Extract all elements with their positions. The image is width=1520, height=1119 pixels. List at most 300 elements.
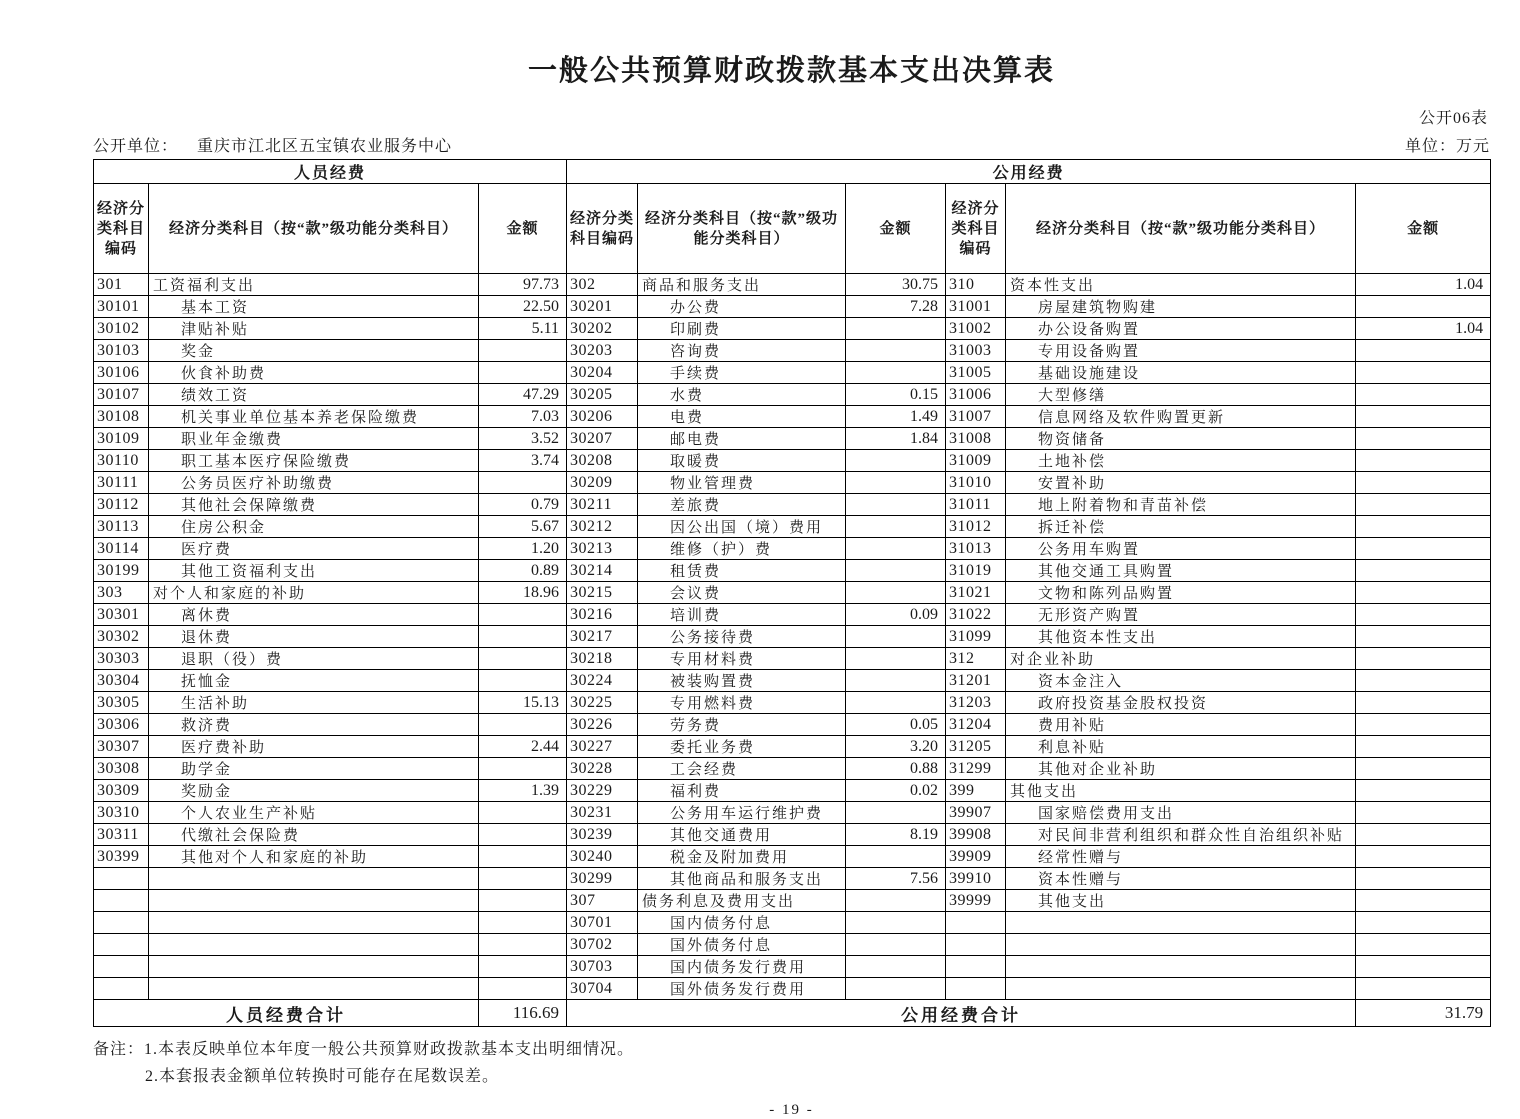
amount-cell: [479, 846, 567, 868]
subject-cell: [1006, 956, 1356, 978]
amount-cell: [846, 494, 946, 516]
code-cell: 30307: [94, 736, 149, 758]
code-cell: 30102: [94, 318, 149, 340]
table-row: [94, 692, 1491, 714]
amount-cell: 0.02: [846, 780, 946, 802]
amount-cell: 97.73: [479, 274, 567, 296]
personnel-total-label: 人员经费合计: [94, 1000, 479, 1027]
code-cell: 31011: [946, 494, 1006, 516]
subject-cell: 国外债务发行费用: [638, 978, 846, 1000]
code-cell: 31013: [946, 538, 1006, 560]
table-number: 公开06表: [1418, 110, 1488, 127]
amount-cell: [846, 472, 946, 494]
code-cell: 310: [946, 274, 1006, 296]
note-text: 2.本套报表金额单位转换时可能存在尾数误差。: [145, 1068, 500, 1085]
meta-row: [93, 133, 1490, 159]
subject-cell: 住房公积金: [149, 516, 479, 538]
subject-cell: 电费: [638, 406, 846, 428]
subject-cell: 邮电费: [638, 428, 846, 450]
subject-cell: 维修（护）费: [638, 538, 846, 560]
subject-cell: [149, 890, 479, 912]
code-cell: 30702: [567, 934, 638, 956]
table-row: [94, 604, 1491, 626]
subject-cell: 公务员医疗补助缴费: [149, 472, 479, 494]
subject-cell: 退职（役）费: [149, 648, 479, 670]
subject-cell: 抚恤金: [149, 670, 479, 692]
amount-cell: [846, 340, 946, 362]
code-cell: 31007: [946, 406, 1006, 428]
subject-cell: 国内债务付息: [638, 912, 846, 934]
code-cell: 30112: [94, 494, 149, 516]
amount-cell: 1.49: [846, 406, 946, 428]
code-cell: 30240: [567, 846, 638, 868]
amount-cell: [1356, 626, 1491, 648]
amount-cell: 1.04: [1356, 274, 1491, 296]
code-cell: 30301: [94, 604, 149, 626]
subject-cell: 救济费: [149, 714, 479, 736]
code-cell: 31003: [946, 340, 1006, 362]
code-cell: 30204: [567, 362, 638, 384]
notes: [93, 1036, 1490, 1090]
code-cell: 30209: [567, 472, 638, 494]
subject-cell: 国内债务发行费用: [638, 956, 846, 978]
code-cell: 31204: [946, 714, 1006, 736]
code-cell: 30213: [567, 538, 638, 560]
code-cell: 30201: [567, 296, 638, 318]
note-line: [93, 1036, 1490, 1063]
subject-cell: 医疗费补助: [149, 736, 479, 758]
subject-cell: [149, 912, 479, 934]
amount-cell: [1356, 912, 1491, 934]
subject-cell: 会议费: [638, 582, 846, 604]
code-cell: [946, 912, 1006, 934]
amount-cell: [1356, 758, 1491, 780]
amount-cell: [1356, 956, 1491, 978]
expenditure-table: [93, 159, 1491, 1027]
amount-cell: [479, 714, 567, 736]
amount-cell: [1356, 340, 1491, 362]
amount-cell: [1356, 978, 1491, 1000]
table-row: [94, 274, 1491, 296]
subject-cell: 其他工资福利支出: [149, 560, 479, 582]
subject-cell: 劳务费: [638, 714, 846, 736]
amount-cell: [1356, 868, 1491, 890]
amount-cell: [479, 824, 567, 846]
publishing-unit-label: 公开单位：: [93, 138, 179, 155]
amount-cell: [1356, 516, 1491, 538]
subject-cell: 公务接待费: [638, 626, 846, 648]
code-cell: 307: [567, 890, 638, 912]
table-row: [94, 758, 1491, 780]
amount-cell: [1356, 824, 1491, 846]
subject-cell: 资本金注入: [1006, 670, 1356, 692]
table-row: [94, 714, 1491, 736]
table-row: [94, 824, 1491, 846]
code-cell: 30310: [94, 802, 149, 824]
table-row: [94, 582, 1491, 604]
code-cell: [94, 934, 149, 956]
code-cell: 30110: [94, 450, 149, 472]
subject-cell: 公务用车运行维护费: [638, 802, 846, 824]
subject-cell: 基本工资: [149, 296, 479, 318]
subject-cell: 代缴社会保险费: [149, 824, 479, 846]
code-cell: 30214: [567, 560, 638, 582]
code-cell: 30231: [567, 802, 638, 824]
code-cell: [94, 956, 149, 978]
code-cell: 31008: [946, 428, 1006, 450]
subject-cell: 奖励金: [149, 780, 479, 802]
code-cell: 30703: [567, 956, 638, 978]
amount-cell: [846, 890, 946, 912]
column-header-row: [94, 184, 1491, 274]
amount-cell: [846, 802, 946, 824]
code-cell: 30108: [94, 406, 149, 428]
code-cell: 30106: [94, 362, 149, 384]
code-cell: 30206: [567, 406, 638, 428]
subject-cell: [1006, 978, 1356, 1000]
subject-cell: 其他交通工具购置: [1006, 560, 1356, 582]
amount-cell: 15.13: [479, 692, 567, 714]
table-row: [94, 626, 1491, 648]
subject-cell: 个人农业生产补贴: [149, 802, 479, 824]
code-cell: 30114: [94, 538, 149, 560]
subject-cell: 生活补助: [149, 692, 479, 714]
code-cell: 39910: [946, 868, 1006, 890]
subject-cell: 无形资产购置: [1006, 604, 1356, 626]
table-row: [94, 890, 1491, 912]
subject-cell: 其他对企业补助: [1006, 758, 1356, 780]
code-cell: [946, 934, 1006, 956]
amount-cell: 30.75: [846, 274, 946, 296]
amount-cell: [479, 362, 567, 384]
code-cell: 30202: [567, 318, 638, 340]
amount-cell: [846, 670, 946, 692]
subject-cell: 其他交通费用: [638, 824, 846, 846]
subject-cell: 印刷费: [638, 318, 846, 340]
subject-cell: 取暖费: [638, 450, 846, 472]
amount-cell: 3.20: [846, 736, 946, 758]
code-cell: 31005: [946, 362, 1006, 384]
amount-cell: [1356, 648, 1491, 670]
amount-cell: 18.96: [479, 582, 567, 604]
amount-cell: 3.52: [479, 428, 567, 450]
table-row: [94, 296, 1491, 318]
code-cell: 30199: [94, 560, 149, 582]
table-header: [94, 160, 1491, 274]
subject-cell: 安置补助: [1006, 472, 1356, 494]
code-cell: 30113: [94, 516, 149, 538]
amount-cell: [1356, 450, 1491, 472]
amount-cell: [1356, 670, 1491, 692]
amount-cell: [1356, 692, 1491, 714]
amount-cell: 0.89: [479, 560, 567, 582]
subject-cell: 政府投资基金股权投资: [1006, 692, 1356, 714]
code-cell: 31299: [946, 758, 1006, 780]
code-cell: 31203: [946, 692, 1006, 714]
unit-of-measure: 单位：万元: [1404, 138, 1490, 155]
subject-cell: 债务利息及费用支出: [638, 890, 846, 912]
subject-cell: 其他支出: [1006, 890, 1356, 912]
amount-cell: [479, 956, 567, 978]
amount-cell: 47.29: [479, 384, 567, 406]
subject-cell: 因公出国（境）费用: [638, 516, 846, 538]
code-cell: 30305: [94, 692, 149, 714]
amount-cell: 5.11: [479, 318, 567, 340]
code-cell: 30111: [94, 472, 149, 494]
subject-cell: 基础设施建设: [1006, 362, 1356, 384]
amount-cell: 0.05: [846, 714, 946, 736]
subject-cell: 其他商品和服务支出: [638, 868, 846, 890]
amount-cell: [846, 362, 946, 384]
table-row: [94, 670, 1491, 692]
code-cell: 30207: [567, 428, 638, 450]
amount-cell: [1356, 296, 1491, 318]
table-row: [94, 978, 1491, 1000]
code-cell: [946, 978, 1006, 1000]
subject-cell: 税金及附加费用: [638, 846, 846, 868]
table-row: [94, 560, 1491, 582]
code-cell: 30704: [567, 978, 638, 1000]
code-cell: 30228: [567, 758, 638, 780]
amount-cell: 22.50: [479, 296, 567, 318]
subject-cell: 工会经费: [638, 758, 846, 780]
amount-cell: [846, 582, 946, 604]
amount-cell: [479, 648, 567, 670]
col-header-subject: 经济分类科目（按“款”级功能分类科目）: [149, 184, 479, 274]
subject-cell: [149, 956, 479, 978]
code-cell: 39908: [946, 824, 1006, 846]
subject-cell: 资本性支出: [1006, 274, 1356, 296]
code-cell: 31019: [946, 560, 1006, 582]
code-cell: 39909: [946, 846, 1006, 868]
code-cell: [94, 868, 149, 890]
table-footer: [94, 1000, 1491, 1027]
amount-cell: 3.74: [479, 450, 567, 472]
subject-cell: 职业年金缴费: [149, 428, 479, 450]
code-cell: 39999: [946, 890, 1006, 912]
code-cell: 31010: [946, 472, 1006, 494]
subject-cell: 对企业补助: [1006, 648, 1356, 670]
subject-cell: 离休费: [149, 604, 479, 626]
code-cell: 30306: [94, 714, 149, 736]
amount-cell: [846, 978, 946, 1000]
subject-cell: 津贴补贴: [149, 318, 479, 340]
subject-cell: 公务用车购置: [1006, 538, 1356, 560]
public-total-label: 公用经费合计: [567, 1000, 1356, 1027]
amount-cell: [1356, 582, 1491, 604]
subject-cell: 商品和服务支出: [638, 274, 846, 296]
table-row: [94, 956, 1491, 978]
amount-cell: [479, 978, 567, 1000]
amount-cell: [479, 912, 567, 934]
amount-cell: [1356, 714, 1491, 736]
page-number: - 19 -: [769, 1102, 814, 1118]
code-cell: 30399: [94, 846, 149, 868]
table-row: [94, 648, 1491, 670]
table-row: [94, 538, 1491, 560]
subject-cell: 物业管理费: [638, 472, 846, 494]
table-row: [94, 340, 1491, 362]
code-cell: 30205: [567, 384, 638, 406]
code-cell: 30701: [567, 912, 638, 934]
code-cell: 30309: [94, 780, 149, 802]
subject-cell: 对民间非营利组织和群众性自治组织补贴: [1006, 824, 1356, 846]
code-cell: 30212: [567, 516, 638, 538]
col-header-code: 经济分类科目编码: [567, 184, 638, 274]
code-cell: 30216: [567, 604, 638, 626]
code-cell: 30229: [567, 780, 638, 802]
code-cell: 30302: [94, 626, 149, 648]
subject-cell: 其他支出: [1006, 780, 1356, 802]
amount-cell: [846, 956, 946, 978]
code-cell: 399: [946, 780, 1006, 802]
table-row: [94, 736, 1491, 758]
amount-cell: 7.28: [846, 296, 946, 318]
code-cell: 30203: [567, 340, 638, 362]
code-cell: 31021: [946, 582, 1006, 604]
amount-cell: 2.44: [479, 736, 567, 758]
amount-cell: [846, 450, 946, 472]
subject-cell: 福利费: [638, 780, 846, 802]
subject-cell: 专用设备购置: [1006, 340, 1356, 362]
subject-cell: [149, 868, 479, 890]
subject-cell: 职工基本医疗保险缴费: [149, 450, 479, 472]
subject-cell: 土地补偿: [1006, 450, 1356, 472]
amount-cell: [846, 318, 946, 340]
amount-cell: 8.19: [846, 824, 946, 846]
subject-cell: 利息补贴: [1006, 736, 1356, 758]
code-cell: 303: [94, 582, 149, 604]
table-row: [94, 362, 1491, 384]
code-cell: 31002: [946, 318, 1006, 340]
code-cell: 30226: [567, 714, 638, 736]
code-cell: 30103: [94, 340, 149, 362]
code-cell: 30308: [94, 758, 149, 780]
table-row: [94, 406, 1491, 428]
code-cell: 30311: [94, 824, 149, 846]
code-cell: [94, 912, 149, 934]
document-content: [93, 0, 1490, 1119]
subject-cell: 信息网络及软件购置更新: [1006, 406, 1356, 428]
col-header-code: 经济分类科目编码: [946, 184, 1006, 274]
code-cell: 30208: [567, 450, 638, 472]
amount-cell: [1356, 890, 1491, 912]
amount-cell: [479, 890, 567, 912]
code-cell: 30299: [567, 868, 638, 890]
table-row: [94, 516, 1491, 538]
subject-cell: [149, 934, 479, 956]
subject-cell: 地上附着物和青苗补偿: [1006, 494, 1356, 516]
subject-cell: 水费: [638, 384, 846, 406]
amount-cell: [1356, 362, 1491, 384]
note-text: 1.本表反映单位本年度一般公共预算财政拨款基本支出明细情况。: [144, 1041, 635, 1058]
subject-cell: 拆迁补偿: [1006, 516, 1356, 538]
code-cell: [946, 956, 1006, 978]
amount-cell: [1356, 802, 1491, 824]
subject-cell: 资本性赠与: [1006, 868, 1356, 890]
subject-cell: 其他资本性支出: [1006, 626, 1356, 648]
table-row: [94, 934, 1491, 956]
subject-cell: 经常性赠与: [1006, 846, 1356, 868]
table-row: [94, 318, 1491, 340]
amount-cell: [1356, 780, 1491, 802]
public-total-amount: 31.79: [1356, 1000, 1491, 1027]
group-header-row: [94, 160, 1491, 184]
subject-cell: 机关事业单位基本养老保险缴费: [149, 406, 479, 428]
amount-cell: [1356, 846, 1491, 868]
table-body: [94, 274, 1491, 1000]
amount-cell: 1.04: [1356, 318, 1491, 340]
col-header-subject: 经济分类科目（按“款”级功能分类科目）: [1006, 184, 1356, 274]
subject-cell: 专用材料费: [638, 648, 846, 670]
subject-cell: 差旅费: [638, 494, 846, 516]
col-header-amount: 金额: [1356, 184, 1491, 274]
table-row: [94, 450, 1491, 472]
col-header-amount: 金额: [479, 184, 567, 274]
subject-cell: 办公设备购置: [1006, 318, 1356, 340]
note-line: [145, 1063, 1490, 1090]
subject-cell: 绩效工资: [149, 384, 479, 406]
subject-cell: 国家赔偿费用支出: [1006, 802, 1356, 824]
publishing-unit-name: 重庆市江北区五宝镇农业服务中心: [197, 138, 453, 155]
code-cell: 30304: [94, 670, 149, 692]
subject-cell: 委托业务费: [638, 736, 846, 758]
amount-cell: 0.79: [479, 494, 567, 516]
code-cell: 30225: [567, 692, 638, 714]
code-cell: [94, 890, 149, 912]
code-cell: 31012: [946, 516, 1006, 538]
code-cell: 30227: [567, 736, 638, 758]
subject-cell: 伙食补助费: [149, 362, 479, 384]
amount-cell: [479, 340, 567, 362]
code-cell: 302: [567, 274, 638, 296]
table-row: [94, 846, 1491, 868]
amount-cell: [846, 912, 946, 934]
code-cell: 39907: [946, 802, 1006, 824]
amount-cell: [846, 626, 946, 648]
amount-cell: 7.03: [479, 406, 567, 428]
amount-cell: [1356, 384, 1491, 406]
subject-cell: 退休费: [149, 626, 479, 648]
code-cell: 30107: [94, 384, 149, 406]
subject-cell: 物资储备: [1006, 428, 1356, 450]
amount-cell: 1.39: [479, 780, 567, 802]
code-cell: 30109: [94, 428, 149, 450]
code-cell: 31099: [946, 626, 1006, 648]
group-header-public: 公用经费: [567, 160, 1491, 184]
subject-cell: [149, 978, 479, 1000]
code-cell: 30224: [567, 670, 638, 692]
subject-cell: 文物和陈列品购置: [1006, 582, 1356, 604]
subject-cell: 助学金: [149, 758, 479, 780]
code-cell: 301: [94, 274, 149, 296]
subject-cell: 大型修缮: [1006, 384, 1356, 406]
subject-cell: 咨询费: [638, 340, 846, 362]
code-cell: 31201: [946, 670, 1006, 692]
amount-cell: [1356, 538, 1491, 560]
amount-cell: [846, 934, 946, 956]
code-cell: 30101: [94, 296, 149, 318]
amount-cell: [1356, 406, 1491, 428]
code-cell: 30303: [94, 648, 149, 670]
code-cell: 31205: [946, 736, 1006, 758]
code-cell: 31001: [946, 296, 1006, 318]
code-cell: 30217: [567, 626, 638, 648]
table-row: [94, 912, 1491, 934]
amount-cell: [479, 472, 567, 494]
subject-cell: 其他社会保障缴费: [149, 494, 479, 516]
amount-cell: [1356, 560, 1491, 582]
